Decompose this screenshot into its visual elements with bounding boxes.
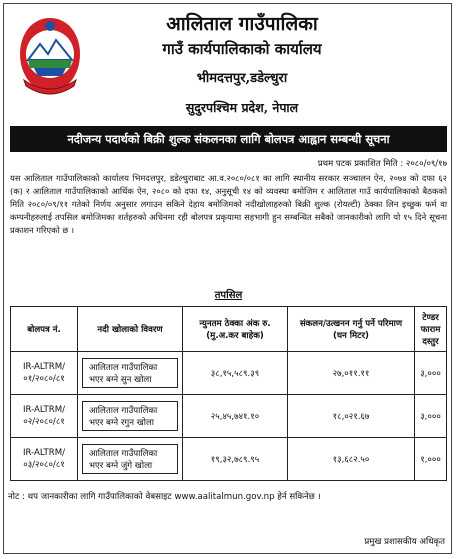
river-name: आलिताल गाउँपालिका भएर बग्ने रगुन खोला: [82, 401, 178, 431]
river-name: आलिताल गाउँपालिका भएर बग्ने सुन खोला: [82, 358, 178, 388]
fee-cell: ३,०००: [415, 352, 447, 395]
tender-no-cell: IR-ALTRM/ ०२/२०८०/८१: [11, 395, 78, 438]
min-amount-cell: ३८,१५,५८९.३९: [183, 352, 288, 395]
min-amount-cell: १९,३२,७८९.९५: [183, 438, 288, 481]
header-river: नदी खोलाको विवरण: [78, 307, 183, 352]
table-title: तपसिल: [214, 290, 243, 301]
signatory-title: प्रमुख प्रशासकीय अधिकृत: [364, 537, 445, 547]
province-name: सुदुरपश्चिम प्रदेश, नेपाल: [185, 100, 299, 115]
table-header-row: [11, 307, 447, 352]
notice-title-banner: नदीजन्य पदार्थको बिक्री शुल्क संकलनका लागि बोलपत्र आह्वान सम्बन्धी सूचना: [10, 126, 447, 152]
tender-no-cell: IR-ALTRM/ ०३/२०८०/८१: [11, 438, 78, 481]
fee-cell: १,०००: [415, 438, 447, 481]
header-quantity: संकलन/उत्खनन गर्नु पर्ने परिमाण (घन मिटर): [288, 307, 415, 352]
header-tender-no: बोलपत्र नं.: [11, 307, 78, 352]
table-row: [11, 352, 447, 395]
tender-table: [10, 306, 447, 481]
table-row: [11, 395, 447, 438]
quantity-cell: १८,०२१.६७: [288, 395, 415, 438]
header-min-amount: न्युनतम ठेक्का अंक रु. (मु.अ.कर बाहेक): [183, 307, 288, 352]
office-name: गाउँ कार्यपालिकाको कार्यालय: [162, 40, 322, 58]
header-fee: टेण्डर फाराम दस्तुर: [415, 307, 447, 352]
nepal-emblem-icon: [14, 14, 86, 96]
notice-body: यस आलिताल गाउँपालिकाको कार्यालय भिमदत्तपुर, डडेल्धुराबाट आ.व.२०८०/०८१ का लागि स्थानीय सरकार सञ्चालन ऐन, २०७४ को दफा ६२ (क) र आलिताल गाउँपालिकाको आर्थिक ऐन, २०८० को दफा १४, अनुसूची १४ को व्यवस्था बमोजिम र आलिताल गाउँ कार्यपालिकाको बैठकको मिति २०८०/०९/११ गतेको निर्णय अनुसार लगाउन सकिने देहाय बमोजिमको नदीखोलाहरुको बिक्री शुल्क (रोयल्टी) ठेक्का लिन इच्छुक फर्म वा कम्पनीहरुलाई तपसिल बमोजिमका शर्तहरुको अधिनमा रही बोलपत्र प्रकृयामा सहभागी हुन सम्बन्धित सबैको जानकारीको लागि यो १५ दिने सूचना प्रकाशन गरिएको छ ।: [10, 173, 447, 235]
quantity-cell: २७,०११.११: [288, 352, 415, 395]
river-cell: [78, 395, 183, 438]
publish-date: प्रथम पटक प्रकाशित मिति : २०८०/०९/१७: [317, 159, 447, 169]
website-note: नोट : थप जानकारीका लागि गाउँपालिकाको वेबसाइट www.aalitalmun.gov.np हेर्न सकिनेछ ।: [8, 492, 321, 502]
municipality-title: आलिताल गाउँपालिका: [166, 13, 318, 35]
quantity-cell: १३,६८२.५०: [288, 438, 415, 481]
table-row: [11, 438, 447, 481]
river-cell: [78, 438, 183, 481]
fee-cell: ३,०००: [415, 395, 447, 438]
office-location: भीमदत्तपुर,डडेल्धुरा: [196, 71, 288, 86]
river-name: आलिताल गाउँपालिका भएर बग्ने जुंगे खोला: [82, 444, 178, 474]
river-cell: [78, 352, 183, 395]
min-amount-cell: २५,४५,७४१.१०: [183, 395, 288, 438]
tender-no-cell: IR-ALTRM/ ०१/२०८०/८१: [11, 352, 78, 395]
